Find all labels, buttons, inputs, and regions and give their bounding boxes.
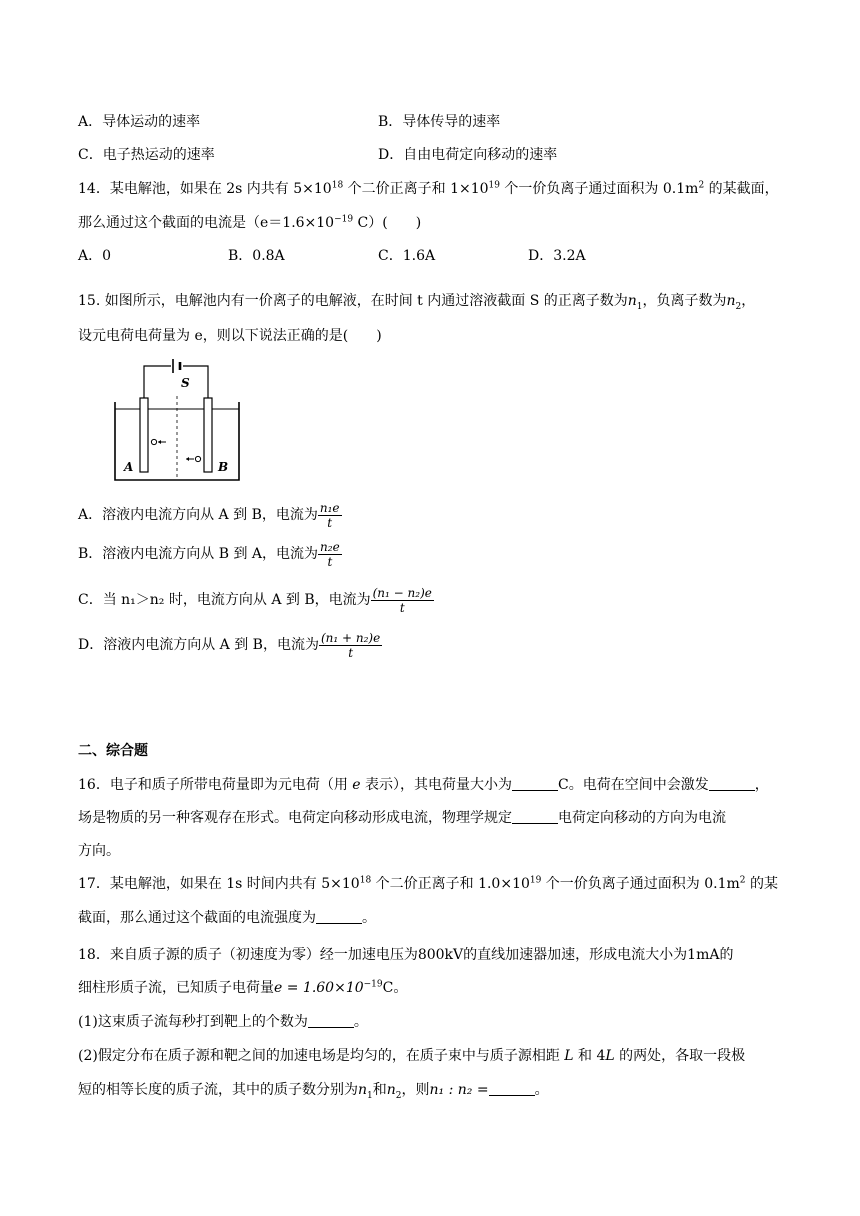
- q15-option-b: B．溶液内电流方向从 B 到 A，电流为 $\frac{\text{n₂e}}{t}$: [78, 539, 340, 569]
- positive-ion: [151, 439, 156, 444]
- answer-blank[interactable]: [316, 909, 362, 924]
- q15-option-d: D．溶液内电流方向从 A 到 B，电流为 $\frac{\text{(n₁ + n₂)e}}{t}$: [78, 630, 381, 660]
- electrolytic-cell-diagram: [111, 358, 243, 482]
- q18-sub1: (1)这束质子流每秒打到靶上的个数为 。: [78, 1014, 368, 1030]
- q18-sub2-line1: (2)假定分布在质子源和靶之间的加速电场是均匀的，在质子束中与质子源相距 L 和 4L 的两处，各取一段极: [78, 1048, 746, 1064]
- answer-blank[interactable]: [308, 1013, 354, 1028]
- q16-line1: 16．电子和质子所带电荷量即为元电荷（用 e 表示），其电荷量大小为 C。电荷在空间中会激发 ，: [78, 777, 769, 793]
- q16-line2: 场是物质的另一种客观存在形式。电荷定向移动形成电流，物理学规定 电荷定向移动的方向为电流: [78, 810, 726, 826]
- q14-option-c: C．1.6A: [378, 248, 436, 264]
- q15-option-a: A．溶液内电流方向从 A 到 B，电流为 $\frac{\text{n₁e}}{t}$: [78, 500, 340, 530]
- q15-option-c: C．当 n₁＞n₂ 时，电流方向从 A 到 B，电流为 $\frac{\text{(n₁ − n₂)e}}{t}$: [78, 585, 432, 615]
- answer-blank[interactable]: [512, 776, 558, 791]
- label-a: A: [124, 460, 134, 474]
- q17-line2: 截面，那么通过这个截面的电流强度为 。: [78, 910, 376, 926]
- label-b: B: [218, 460, 229, 474]
- answer-blank[interactable]: [512, 809, 558, 824]
- label-s: S: [181, 376, 190, 390]
- fraction: $\frac{\text{(n₁ − n₂)e}}{t}$: [372, 585, 432, 615]
- answer-blank[interactable]: [489, 1081, 535, 1096]
- answer-blank[interactable]: [709, 776, 755, 791]
- q16-line3: 方向。: [78, 843, 120, 859]
- q14-stem-line2: 那么通过这个截面的电流是（$e=1.6\times 10^{-19}$ C）( ): [78, 214, 422, 231]
- q15-stem-line1: 15. 如图所示，电解池内有一价离子的电解液，在时间 t 内通过溶液截面 S 的正离子数为$n_1$，负离子数为$n_2$，: [78, 293, 756, 312]
- q14-option-a: A．0: [78, 248, 112, 264]
- q15-stem-line2: 设元电荷电荷量为 e，则以下说法正确的是( ): [78, 328, 382, 344]
- q18-line2: 细柱形质子流，已知质子电荷量$e = 1.60\times 10^{-19}C$。: [78, 979, 408, 996]
- q13-option-b: B．导体传导的速率: [378, 114, 501, 130]
- q13-option-a: A．导体运动的速率: [78, 114, 201, 130]
- q13-option-d: D．自由电荷定向移动的速率: [378, 147, 558, 163]
- q13-option-c: C．电子热运动的速率: [78, 147, 215, 163]
- q17-line1: 17．某电解池，如果在 1s 时间内共有 $5\times 10^{18}$ 个二价正离子和 $1.0\times 10^{19}$ 个一价负离子通过面积为 $0.1m^2$ 的某: [78, 875, 778, 892]
- q14-option-d: D．3.2A: [528, 248, 586, 264]
- q18-line1: 18．来自质子源的质子（初速度为零）经一加速电压为800kV的直线加速器加速，形成电流大小为1mA的: [78, 947, 734, 963]
- section-title: 二、综合题: [78, 743, 148, 759]
- fraction: $\frac{\text{(n₁ + n₂)e}}{t}$: [320, 630, 381, 660]
- q14-option-b: B．0.8A: [228, 248, 285, 264]
- q14-stem-line1: 14．某电解池，如果在 2s 内共有 $5\times 10^{18}$ 个二价正离子和 $1\times 10^{19}$ 个一价负离子通过面积为 $0.1m^2$ 的某截面，: [78, 180, 779, 197]
- q18-sub2-line2: 短的相等长度的质子流，其中的质子数分别为$n_1$和$n_2$，则n₁ : n₂ = 。: [78, 1082, 549, 1101]
- fraction: $\frac{\text{n₁e}}{t}$: [319, 500, 340, 530]
- fraction: $\frac{\text{n₂e}}{t}$: [320, 539, 340, 569]
- negative-ion: [195, 456, 200, 461]
